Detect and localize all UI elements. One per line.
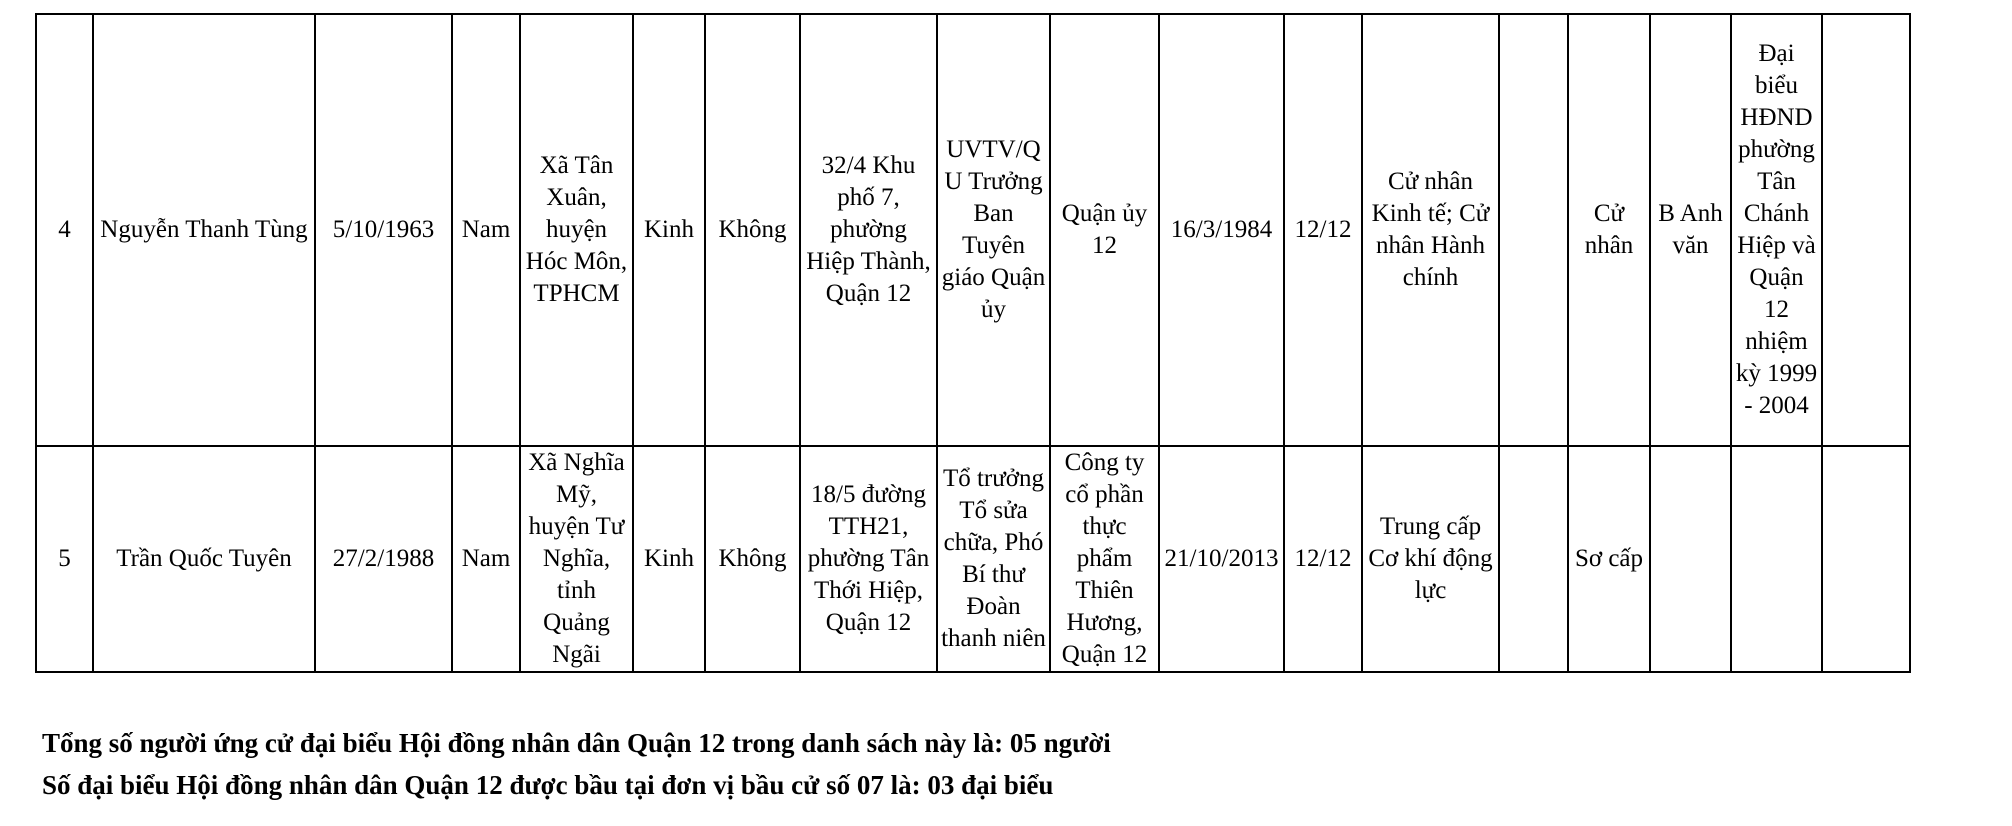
cell-stt: 5 xyxy=(36,446,93,672)
cell-party-date: 16/3/1984 xyxy=(1159,14,1284,446)
cell-residence: 32/4 Khu phố 7, phường Hiệp Thành, Quận 12 xyxy=(800,14,937,446)
cell-ethnicity: Kinh xyxy=(633,446,705,672)
cell-religion: Không xyxy=(705,446,800,672)
cell-political: Sơ cấp xyxy=(1568,446,1650,672)
cell-name: Trần Quốc Tuyên xyxy=(93,446,315,672)
cell-dob: 27/2/1988 xyxy=(315,446,452,672)
cell-professional: Cử nhân Kinh tế; Cử nhân Hành chính xyxy=(1362,14,1499,446)
table-row xyxy=(36,446,1910,672)
cell-hometown: Xã Nghĩa Mỹ, huyện Tư Nghĩa, tỉnh Quảng Ngãi xyxy=(520,446,633,672)
cell-workplace: Công ty cổ phần thực phẩm Thiên Hương, Quận 12 xyxy=(1050,446,1159,672)
cell-professional: Trung cấp Cơ khí động lực xyxy=(1362,446,1499,672)
cell-academic xyxy=(1499,14,1568,446)
cell-hometown: Xã Tân Xuân, huyện Hóc Môn, TPHCM xyxy=(520,14,633,446)
cell-gender: Nam xyxy=(452,446,520,672)
cell-ethnicity: Kinh xyxy=(633,14,705,446)
cell-extra xyxy=(1822,14,1910,446)
cell-religion: Không xyxy=(705,14,800,446)
cell-extra xyxy=(1822,446,1910,672)
summary-elected-count: Số đại biểu Hội đồng nhân dân Quận 12 được bầu tại đơn vị bầu cử số 07 là: 03 đại biểu xyxy=(42,770,1054,800)
cell-political: Cử nhân xyxy=(1568,14,1650,446)
cell-residence: 18/5 đường TTH21, phường Tân Thới Hiệp, Quận 12 xyxy=(800,446,937,672)
cell-party-date: 21/10/2013 xyxy=(1159,446,1284,672)
cell-position: Tổ trưởng Tổ sửa chữa, Phó Bí thư Đoàn thanh niên xyxy=(937,446,1050,672)
cell-language xyxy=(1650,446,1731,672)
cell-stt: 4 xyxy=(36,14,93,446)
cell-general-edu: 12/12 xyxy=(1284,14,1362,446)
cell-academic xyxy=(1499,446,1568,672)
cell-workplace: Quận ủy 12 xyxy=(1050,14,1159,446)
cell-dob: 5/10/1963 xyxy=(315,14,452,446)
cell-gender: Nam xyxy=(452,14,520,446)
summary-total-candidates: Tổng số người ứng cử đại biểu Hội đồng nhân dân Quận 12 trong danh sách này là: 05 người xyxy=(42,728,1111,758)
table-row xyxy=(36,14,1910,446)
cell-delegate-history: Đại biểu HĐND phường Tân Chánh Hiệp và Quận 12 nhiệm kỳ 1999 - 2004 xyxy=(1731,14,1822,446)
cell-general-edu: 12/12 xyxy=(1284,446,1362,672)
cell-position: UVTV/QU Trưởng Ban Tuyên giáo Quận ủy xyxy=(937,14,1050,446)
cell-language: B Anh văn xyxy=(1650,14,1731,446)
cell-delegate-history xyxy=(1731,446,1822,672)
cell-name: Nguyễn Thanh Tùng xyxy=(93,14,315,446)
candidate-table xyxy=(35,13,1911,673)
